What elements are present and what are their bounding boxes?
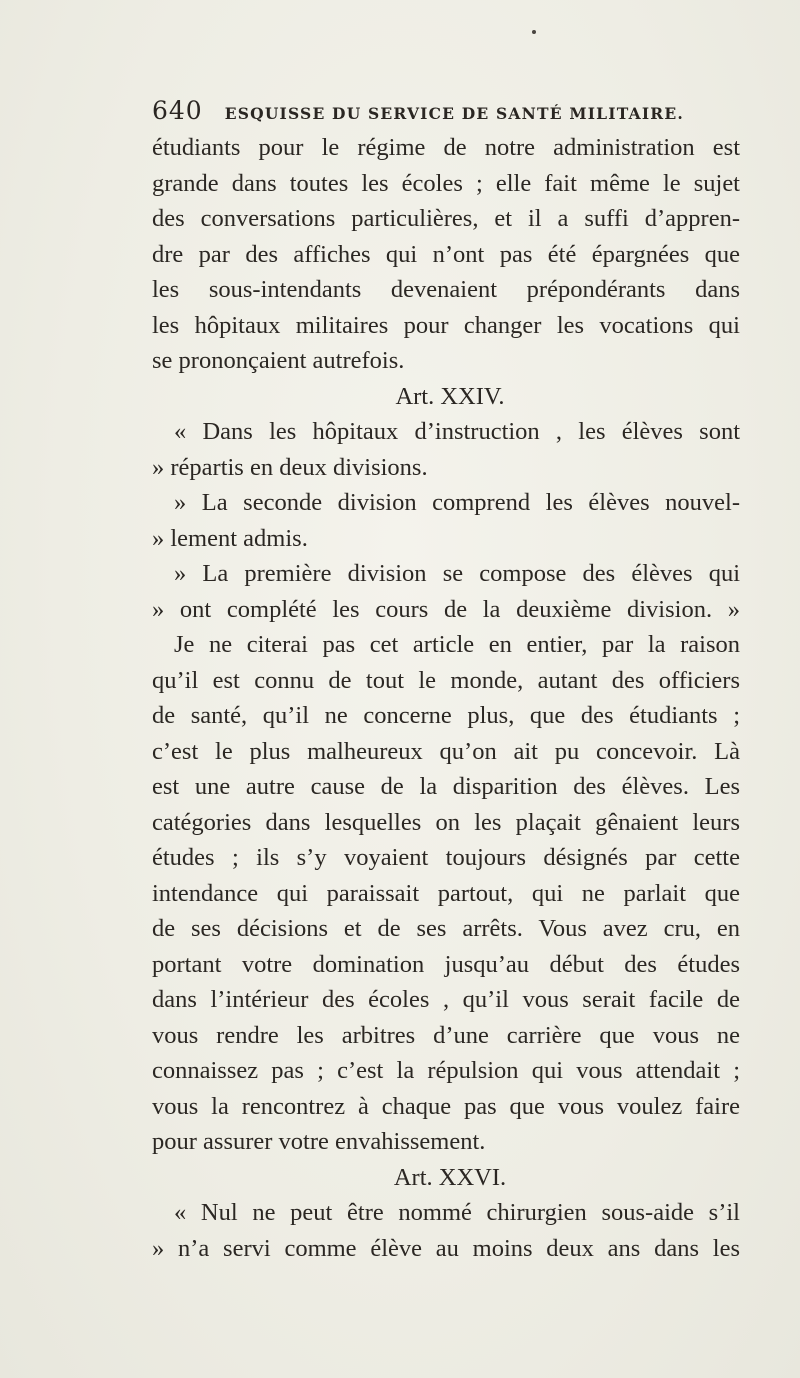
article-heading: Art. XXVI. — [393, 1163, 507, 1191]
text-line: Je ne citerai pas cet article en entier, par la raison — [174, 631, 740, 658]
running-title: ESQUISSE DU SERVICE DE SANTÉ MILITAIRE. — [224, 104, 684, 123]
text-line: grande dans toutes les écoles ; elle fait même le sujet — [152, 169, 740, 197]
text-line: les hôpitaux militaires pour changer les vocations qui — [152, 311, 740, 339]
text-line: c’est le plus malheureux qu’on ait pu concevoir. Là — [152, 737, 740, 765]
quoted-line: » répartis en deux divisions. — [152, 453, 428, 481]
text-line: les sous-intendants devenaient prépondérants dans — [152, 276, 740, 303]
quoted-line: « Nul ne peut être nommé chirurgien sous-aide s’il — [174, 1199, 740, 1226]
text-line: pour assurer votre envahissement. — [152, 1128, 486, 1155]
text-line: de santé, qu’il ne concerne plus, que des étudiants ; — [152, 702, 740, 729]
body-text — [152, 130, 740, 1266]
text-line: études ; ils s’y voyaient toujours désignés par cette — [152, 844, 740, 871]
text-line: portant votre domination jusqu’au début des études — [152, 950, 740, 978]
text-line: catégories dans lesquelles on les plaçait gênaient leurs — [152, 808, 740, 836]
article-heading: Art. XXIV. — [395, 382, 505, 410]
text-line: des conversations particulières, et il a suffi d’appren- — [152, 205, 740, 232]
text-line: est une autre cause de la disparition des élèves. Les — [152, 773, 740, 800]
text-line: dans l’intérieur des écoles , qu’il vous serait facile de — [152, 986, 740, 1013]
text-line: étudiants pour le régime de notre administration est — [152, 134, 740, 161]
text-line: vous rendre les arbitres d’une carrière que vous ne — [152, 1021, 740, 1049]
quoted-line: » La seconde division comprend les élèves nouvel- — [174, 489, 740, 516]
text-line: se prononçaient autrefois. — [152, 347, 405, 374]
quoted-line: » n’a servi comme élève au moins deux ans dans les — [152, 1234, 740, 1262]
text-line: de ses décisions et de ses arrêts. Vous avez cru, en — [152, 915, 740, 942]
page-number: 640 — [152, 96, 203, 125]
text-line: vous la rencontrez à chaque pas que vous voulez faire — [152, 1092, 740, 1120]
quoted-line: » La première division se compose des élèves qui — [174, 560, 740, 587]
text-line: intendance qui paraissait partout, qui ne parlait que — [152, 879, 740, 907]
text-line: qu’il est connu de tout le monde, autant des officiers — [152, 666, 740, 694]
text-line: connaissez pas ; c’est la répulsion qui vous attendait ; — [152, 1057, 740, 1084]
quoted-line: » ont complété les cours de la deuxième division. » — [152, 595, 740, 623]
quoted-line: » lement admis. — [152, 524, 308, 552]
ink-speck — [532, 30, 536, 34]
quoted-line: « Dans les hôpitaux d’instruction , les élèves sont — [174, 418, 740, 445]
page-header — [152, 96, 752, 132]
text-line: dre par des affiches qui n’ont pas été épargnées que — [152, 240, 740, 268]
